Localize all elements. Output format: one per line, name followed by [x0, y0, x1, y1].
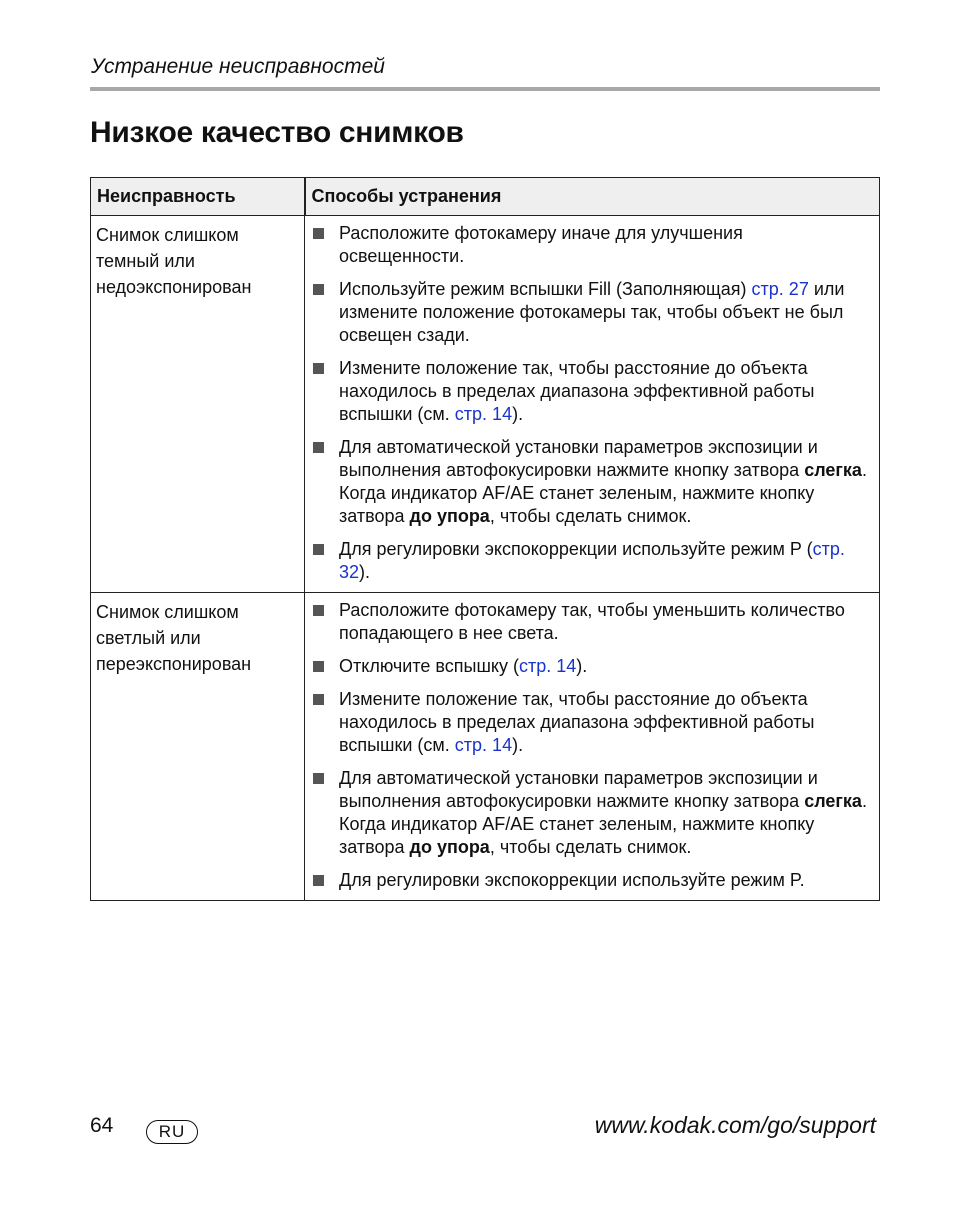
page-link[interactable]: стр. 14 — [454, 404, 513, 424]
language-badge: RU — [146, 1120, 198, 1144]
remedy-text: . Когда индикатор AF/AE станет зеленым, нажмите кнопку затвора — [339, 791, 867, 857]
problem-line: светлый или — [96, 628, 201, 648]
header-rule — [90, 87, 880, 91]
page-link[interactable]: стр. 14 — [454, 735, 513, 755]
remedies-list — [311, 599, 871, 892]
bullet-square-icon — [313, 694, 324, 705]
remedy-item — [311, 599, 871, 645]
remedy-text: или измените положение фотокамеры так, чтобы объект не был освещен сзади. — [339, 279, 845, 345]
problem-line: Снимок слишком — [96, 602, 239, 622]
bullet-square-icon — [313, 363, 324, 374]
remedy-text: ). — [359, 562, 371, 582]
problem-line: недоэкспонирован — [96, 277, 252, 297]
emphasis-text: до упора — [409, 506, 490, 526]
remedy-text: , чтобы сделать снимок. — [489, 837, 692, 857]
bullet-square-icon — [313, 661, 324, 672]
remedy-item — [311, 278, 871, 347]
remedy-text: Для автоматической установки параметров экспозиции и выполнения автофокусировки нажмите кнопку затвора — [339, 768, 818, 811]
emphasis-text: до упора — [409, 837, 490, 857]
bullet-square-icon — [313, 284, 324, 295]
remedy-text: ). — [512, 404, 524, 424]
column-header-remedies: Способы устранения — [305, 178, 880, 216]
table-row — [91, 593, 880, 901]
remedy-item — [311, 869, 871, 892]
table-row — [91, 216, 880, 593]
remedy-text: Отключите вспышку ( — [339, 656, 519, 676]
remedy-text: Измените положение так, чтобы расстояние до объекта находилось в пределах диапазона эффективной работы вспышки (см. — [339, 689, 815, 755]
remedy-text: . Когда индикатор AF/AE станет зеленым, нажмите кнопку затвора — [339, 460, 867, 526]
problem-line: Снимок слишком — [96, 225, 239, 245]
support-url[interactable]: www.kodak.com/go/support — [594, 1112, 876, 1138]
bullet-square-icon — [313, 228, 324, 239]
remedy-text: Расположите фотокамеру иначе для улучшения освещенности. — [339, 223, 743, 266]
bullet-square-icon — [313, 544, 324, 555]
page-link[interactable]: стр. 27 — [751, 279, 809, 299]
page-link[interactable]: стр. 32 — [339, 539, 845, 582]
column-header-problem: Неисправность — [91, 178, 305, 216]
remedy-item — [311, 767, 871, 859]
problem-line: переэкспонирован — [96, 654, 252, 674]
remedy-text: , чтобы сделать снимок. — [489, 506, 692, 526]
remedy-text: Расположите фотокамеру так, чтобы уменьшить количество попадающего в нее света. — [339, 600, 845, 643]
remedy-text: Измените положение так, чтобы расстояние до объекта находилось в пределах диапазона эффективной работы вспышки (см. — [339, 358, 815, 424]
remedy-item — [311, 538, 871, 584]
problem-cell — [91, 593, 305, 901]
page-link[interactable]: стр. 14 — [518, 656, 577, 676]
remedy-text: ). — [576, 656, 588, 676]
remedy-text: Для регулировки экспокоррекции используйте режим P ( — [339, 539, 813, 559]
remedy-item — [311, 655, 871, 678]
page-number: 64 — [90, 1114, 114, 1137]
remedy-text: Используйте режим вспышки Fill (Заполняющая) — [339, 279, 752, 299]
remedy-text: Для автоматической установки параметров экспозиции и выполнения автофокусировки нажмите кнопку затвора — [339, 437, 818, 480]
bullet-square-icon — [313, 773, 324, 784]
bullet-square-icon — [313, 442, 324, 453]
remedy-text: Для регулировки экспокоррекции используйте режим P. — [339, 870, 805, 890]
problem-cell — [91, 216, 305, 593]
page-title: Низкое качество снимков — [90, 116, 464, 149]
remedies-cell — [305, 216, 880, 593]
remedies-cell — [305, 593, 880, 901]
remedy-item — [311, 357, 871, 426]
remedy-item — [311, 688, 871, 757]
bullet-square-icon — [313, 875, 324, 886]
table-header-row — [91, 178, 880, 216]
bullet-square-icon — [313, 605, 324, 616]
section-header: Устранение неисправностей — [91, 55, 385, 78]
remedy-text: ). — [512, 735, 524, 755]
emphasis-text: слегка — [804, 460, 862, 480]
remedy-item — [311, 436, 871, 528]
remedies-list — [311, 222, 871, 584]
troubleshooting-table — [90, 177, 880, 901]
problem-line: темный или — [96, 251, 195, 271]
emphasis-text: слегка — [804, 791, 862, 811]
remedy-item — [311, 222, 871, 268]
